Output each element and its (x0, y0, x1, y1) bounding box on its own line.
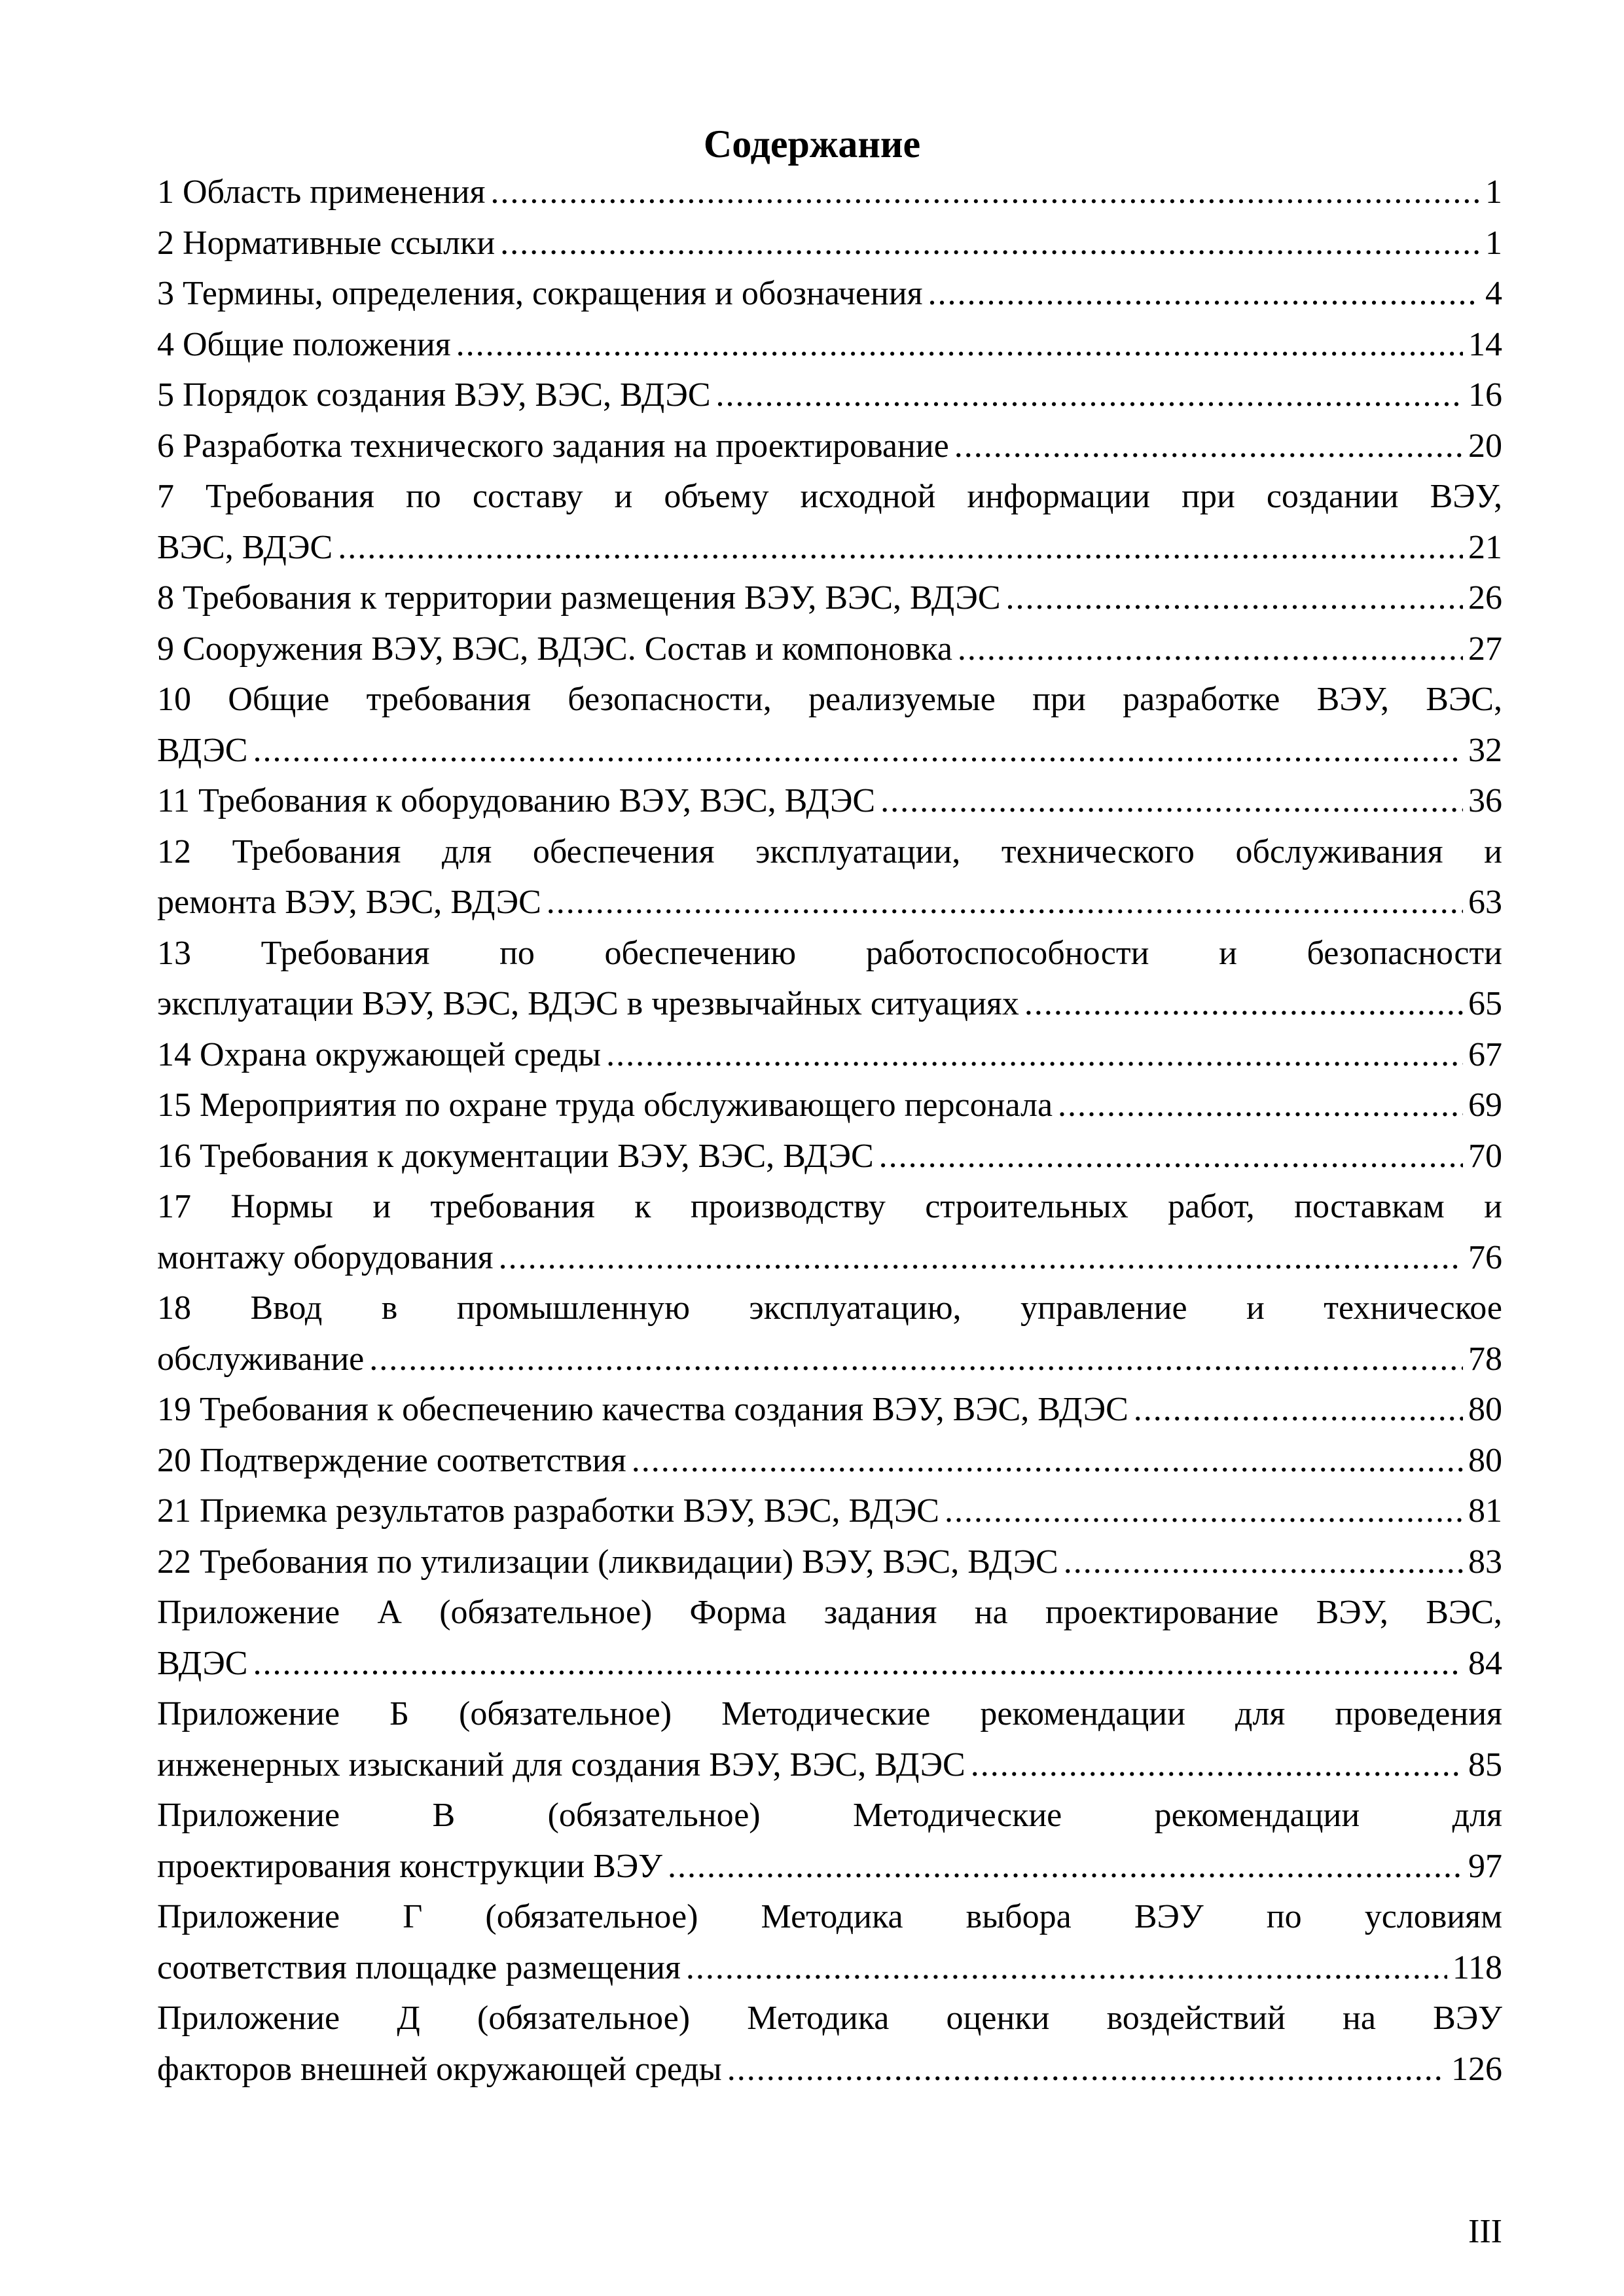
toc-entry-line (157, 1841, 1502, 1892)
toc-page-number: 16 (1468, 376, 1502, 414)
toc-entry (157, 1384, 1502, 1435)
toc-entry-line (157, 1334, 1502, 1385)
toc-word: и (372, 1188, 391, 1225)
toc-entry-text: 5 Порядок создания ВЭУ, ВЭС, ВДЭС (157, 376, 711, 414)
toc-entry-text: 11 Требования к оборудованию ВЭУ, ВЭС, ВДЭС (157, 782, 876, 819)
dot-leader (1058, 1080, 1463, 1131)
toc-page-number: 1 (1485, 173, 1502, 211)
toc-entry-text: 6 Разработка технического задания на проектирование (157, 427, 949, 465)
toc-word: создании (1266, 478, 1399, 515)
toc-word: ВЭУ (1134, 1898, 1204, 1935)
toc-word: обеспечения (532, 833, 715, 870)
toc-word: на (974, 1594, 1008, 1631)
dot-leader (880, 776, 1463, 827)
toc-word: В (432, 1797, 456, 1834)
toc-word: работоспособности (865, 934, 1149, 972)
toc-word: Методика (747, 2000, 890, 2037)
toc-entry-line (157, 1537, 1502, 1588)
toc-word: и (1484, 833, 1502, 870)
toc-entry-text: 3 Термины, определения, сокращения и обозначения (157, 275, 923, 312)
toc-word: 18 (157, 1289, 191, 1327)
toc-word: Г (403, 1898, 423, 1935)
toc-entry-line (157, 1587, 1502, 1638)
toc-entry-text: 20 Подтверждение соответствия (157, 1441, 626, 1479)
toc-word: эксплуатацию, (749, 1289, 962, 1327)
toc-word: ВЭУ, (1430, 478, 1502, 515)
toc-entry (157, 370, 1502, 421)
toc-word: технического (1001, 833, 1195, 870)
toc-entry (157, 1131, 1502, 1182)
dot-leader (253, 1638, 1463, 1689)
toc-entry-line (157, 421, 1502, 472)
dot-leader (727, 2044, 1446, 2095)
toc-entry-text: ВДЭС (157, 731, 248, 769)
toc-word: ВЭУ (1433, 2000, 1502, 2037)
toc-entry-line (157, 776, 1502, 827)
toc-entry-line (157, 319, 1502, 370)
toc-word: проектирование (1045, 1594, 1279, 1631)
toc-page-number: 1 (1485, 224, 1502, 262)
toc-word: Форма (689, 1594, 787, 1631)
toc-entry (157, 421, 1502, 472)
dot-leader (500, 218, 1480, 269)
dot-leader (1064, 1537, 1463, 1588)
toc-entry-line (157, 370, 1502, 421)
toc-word: условиям (1364, 1898, 1502, 1935)
toc-page-number: 83 (1468, 1543, 1502, 1581)
toc-entry-line (157, 268, 1502, 319)
toc-entry-line (157, 1638, 1502, 1689)
toc-entry (157, 268, 1502, 319)
toc-word: производству (690, 1188, 886, 1225)
dot-leader (369, 1334, 1463, 1385)
toc-entry-line (157, 573, 1502, 624)
toc-entry-line (157, 978, 1502, 1030)
toc-word: строительных (925, 1188, 1128, 1225)
toc-word: Приложение (157, 1797, 340, 1834)
toc-entry-line (157, 827, 1502, 878)
toc-word: промышленную (456, 1289, 690, 1327)
toc-entry-text: 21 Приемка результатов разработки ВЭУ, ВЭС, ВДЭС (157, 1492, 939, 1530)
toc-entry-text: ВЭС, ВДЭС (157, 528, 333, 566)
toc-word: в (381, 1289, 398, 1327)
toc-entry-text: 14 Охрана окружающей среды (157, 1035, 602, 1073)
toc-word: 17 (157, 1188, 191, 1225)
toc-word: реализуемые (808, 681, 996, 718)
toc-entry-text: эксплуатации ВЭУ, ВЭС, ВДЭС в чрезвычайных ситуациях (157, 985, 1019, 1022)
toc-word: (обязательное) (547, 1797, 761, 1834)
toc-word: объему (664, 478, 769, 515)
toc-word: 7 (157, 478, 174, 515)
toc-word: Д (397, 2000, 420, 2037)
dot-leader (606, 1030, 1463, 1081)
toc-word: поставкам (1294, 1188, 1445, 1225)
toc-word: информации (967, 478, 1151, 515)
toc-word: при (1032, 681, 1086, 718)
toc-entry-line (157, 725, 1502, 776)
toc-word: к (634, 1188, 651, 1225)
toc-word: для (1235, 1695, 1286, 1732)
toc-word: обеспечению (604, 934, 797, 972)
toc-entry-line (157, 877, 1502, 928)
dot-leader (928, 268, 1480, 319)
toc-word: воздействий (1106, 2000, 1286, 2037)
toc-word: (обязательное) (485, 1898, 698, 1935)
toc-entry-line (157, 1283, 1502, 1334)
toc-word: Требования (206, 478, 374, 515)
table-of-contents (157, 167, 1502, 2094)
toc-word: Методика (761, 1898, 903, 1935)
toc-word: Требования (232, 833, 401, 870)
toc-entry-line (157, 1435, 1502, 1486)
dot-leader (1006, 573, 1463, 624)
dot-leader (253, 725, 1463, 776)
toc-page-number: 36 (1468, 782, 1502, 819)
toc-entry-text: ВДЭС (157, 1644, 248, 1682)
toc-entry (157, 167, 1502, 218)
toc-entry-text: 22 Требования по утилизации (ликвидации) ВЭУ, ВЭС, ВДЭС (157, 1543, 1058, 1581)
toc-entry (157, 1790, 1502, 1892)
toc-entry-text: 15 Мероприятия по охране труда обслуживающего персонала (157, 1086, 1053, 1124)
toc-word: разработке (1123, 681, 1280, 718)
toc-word: составу (472, 478, 583, 515)
toc-page-number: 76 (1468, 1238, 1502, 1276)
toc-word: по (405, 478, 441, 515)
toc-entry-line (157, 674, 1502, 725)
toc-word: безопасности, (568, 681, 772, 718)
toc-word: 12 (157, 833, 191, 870)
toc-page-number: 85 (1468, 1746, 1502, 1784)
toc-word: исходной (800, 478, 936, 515)
toc-page-number: 78 (1468, 1340, 1502, 1378)
toc-entry-line (157, 1080, 1502, 1131)
toc-word: безопасности (1307, 934, 1502, 972)
toc-word: ВЭС, (1426, 1594, 1502, 1631)
toc-entry (157, 1283, 1502, 1384)
dot-leader (338, 522, 1463, 573)
toc-entry-text: соответствия площадке размещения (157, 1948, 681, 1986)
toc-entry-line (157, 1689, 1502, 1740)
toc-entry-text: 4 Общие положения (157, 325, 451, 363)
toc-word: ВЭУ, (1316, 681, 1389, 718)
toc-page-number: 21 (1468, 528, 1502, 566)
toc-entry (157, 928, 1502, 1030)
toc-word: Приложение (157, 1695, 340, 1732)
toc-word: 10 (157, 681, 191, 718)
toc-entry-text: факторов внешней окружающей среды (157, 2050, 722, 2088)
toc-entry-line (157, 1486, 1502, 1537)
toc-entry-line (157, 1131, 1502, 1182)
toc-entry-line (157, 2044, 1502, 2095)
toc-entry (157, 1537, 1502, 1588)
toc-entry (157, 1689, 1502, 1790)
toc-page-number: 80 (1468, 1391, 1502, 1428)
toc-word: эксплуатации, (755, 833, 961, 870)
toc-entry (157, 1993, 1502, 2094)
toc-entry (157, 624, 1502, 675)
toc-word: проведения (1335, 1695, 1502, 1732)
dot-leader (971, 1740, 1463, 1791)
dot-leader (456, 319, 1463, 370)
toc-entry (157, 674, 1502, 776)
toc-entry (157, 1587, 1502, 1689)
toc-page-number: 4 (1485, 275, 1502, 312)
toc-word: Методические (721, 1695, 931, 1732)
toc-word: рекомендации (1154, 1797, 1360, 1834)
toc-entry-line (157, 1384, 1502, 1435)
toc-entry (157, 776, 1502, 827)
toc-word: для (1452, 1797, 1502, 1834)
toc-page-number: 32 (1468, 731, 1502, 769)
dot-leader (547, 877, 1463, 928)
toc-page-number: 14 (1468, 325, 1502, 363)
toc-word: Общие (228, 681, 330, 718)
toc-word: задания (823, 1594, 937, 1631)
dot-leader (490, 167, 1480, 218)
toc-word: по (1266, 1898, 1302, 1935)
toc-entry-text: 8 Требования к территории размещения ВЭУ, ВЭС, ВДЭС (157, 579, 1001, 617)
toc-word: требования (430, 1188, 595, 1225)
toc-entry-text: 9 Сооружения ВЭУ, ВЭС, ВДЭС. Состав и компоновка (157, 630, 952, 668)
toc-entry (157, 1892, 1502, 1993)
toc-word: и (1484, 1188, 1502, 1225)
toc-word: (обязательное) (459, 1695, 672, 1732)
toc-entry (157, 1080, 1502, 1131)
toc-page-number: 27 (1468, 630, 1502, 668)
toc-word: работ, (1168, 1188, 1255, 1225)
toc-word: Нормы (230, 1188, 333, 1225)
toc-word: 13 (157, 934, 191, 972)
toc-entry-line (157, 1892, 1502, 1943)
toc-entry-line (157, 1790, 1502, 1841)
toc-page-number: 20 (1468, 427, 1502, 465)
toc-entry (157, 319, 1502, 370)
toc-entry-text: 19 Требования к обеспечению качества создания ВЭУ, ВЭС, ВДЭС (157, 1391, 1128, 1428)
dot-leader (958, 624, 1463, 675)
toc-entry-text: монтажу оборудования (157, 1238, 494, 1276)
toc-entry (157, 573, 1502, 624)
toc-word: техническое (1324, 1289, 1502, 1327)
toc-word: рекомендации (980, 1695, 1185, 1732)
toc-word: на (1343, 2000, 1376, 2037)
dot-leader (632, 1435, 1463, 1486)
toc-entry-text: 16 Требования к документации ВЭУ, ВЭС, ВДЭС (157, 1137, 874, 1175)
toc-word: Приложение (157, 1898, 340, 1935)
toc-entry (157, 827, 1502, 928)
toc-entry (157, 218, 1502, 269)
toc-entry-line (157, 1740, 1502, 1791)
toc-entry-line (157, 1993, 1502, 2044)
toc-page-number: 84 (1468, 1644, 1502, 1682)
toc-page-number: 65 (1468, 985, 1502, 1022)
toc-page-number: 80 (1468, 1441, 1502, 1479)
toc-word: Требования (261, 934, 430, 972)
toc-page-number: 70 (1468, 1137, 1502, 1175)
toc-word: Б (389, 1695, 409, 1732)
dot-leader (668, 1841, 1463, 1892)
toc-word: ВЭУ, (1316, 1594, 1388, 1631)
toc-entry-line (157, 1232, 1502, 1283)
toc-page-number: 67 (1468, 1035, 1502, 1073)
toc-entry-text: обслуживание (157, 1340, 365, 1378)
toc-entry-line (157, 522, 1502, 573)
toc-entry-line (157, 167, 1502, 218)
dot-leader (879, 1131, 1463, 1182)
toc-word: и (1219, 934, 1237, 972)
toc-entry (157, 1486, 1502, 1537)
toc-page-number: 126 (1451, 2050, 1502, 2088)
toc-entry (157, 1181, 1502, 1283)
toc-word: Приложение (157, 2000, 340, 2037)
toc-word: (обязательное) (439, 1594, 653, 1631)
toc-page-number: 81 (1468, 1492, 1502, 1530)
toc-page-number: 69 (1468, 1086, 1502, 1124)
dot-leader (1024, 978, 1463, 1030)
toc-entry-text: 1 Область применения (157, 173, 486, 211)
toc-word: при (1182, 478, 1235, 515)
toc-word: оценки (946, 2000, 1050, 2037)
dot-leader (686, 1943, 1447, 1994)
dot-leader (499, 1232, 1463, 1283)
toc-word: выбора (965, 1898, 1072, 1935)
toc-entry-line (157, 471, 1502, 522)
toc-entry-line (157, 1943, 1502, 1994)
toc-entry-line (157, 218, 1502, 269)
toc-word: по (499, 934, 535, 972)
toc-entry-line (157, 928, 1502, 979)
toc-word: ВЭС, (1426, 681, 1502, 718)
toc-entry (157, 1435, 1502, 1486)
toc-entry-text: 2 Нормативные ссылки (157, 224, 496, 262)
dot-leader (1134, 1384, 1463, 1435)
toc-entry-text: проектирования конструкции ВЭУ (157, 1847, 662, 1885)
toc-word: обслуживания (1235, 833, 1443, 870)
toc-page-number: 118 (1452, 1948, 1502, 1986)
toc-title: Содержание (703, 122, 921, 166)
toc-word: для (442, 833, 492, 870)
toc-word: А (377, 1594, 402, 1631)
toc-entry-line (157, 624, 1502, 675)
toc-page-number: 97 (1468, 1847, 1502, 1885)
toc-word: требования (366, 681, 531, 718)
toc-page-number: 63 (1468, 884, 1502, 921)
toc-word: Методические (853, 1797, 1062, 1834)
dot-leader (716, 370, 1463, 421)
dot-leader (945, 1486, 1463, 1537)
toc-entry-line (157, 1030, 1502, 1081)
toc-entry-line (157, 1181, 1502, 1232)
toc-word: и (1246, 1289, 1265, 1327)
toc-page-number: 26 (1468, 579, 1502, 617)
toc-entry-text: инженерных изысканий для создания ВЭУ, ВЭС, ВДЭС (157, 1746, 965, 1784)
toc-entry (157, 1030, 1502, 1081)
toc-word: и (614, 478, 633, 515)
toc-word: управление (1020, 1289, 1187, 1327)
page-number: III (1468, 2213, 1502, 2250)
toc-word: Приложение (157, 1594, 340, 1631)
toc-entry-text: ремонта ВЭУ, ВЭС, ВДЭС (157, 884, 541, 921)
dot-leader (954, 421, 1463, 472)
toc-word: Ввод (250, 1289, 323, 1327)
toc-word: (обязательное) (477, 2000, 691, 2037)
toc-entry (157, 471, 1502, 573)
